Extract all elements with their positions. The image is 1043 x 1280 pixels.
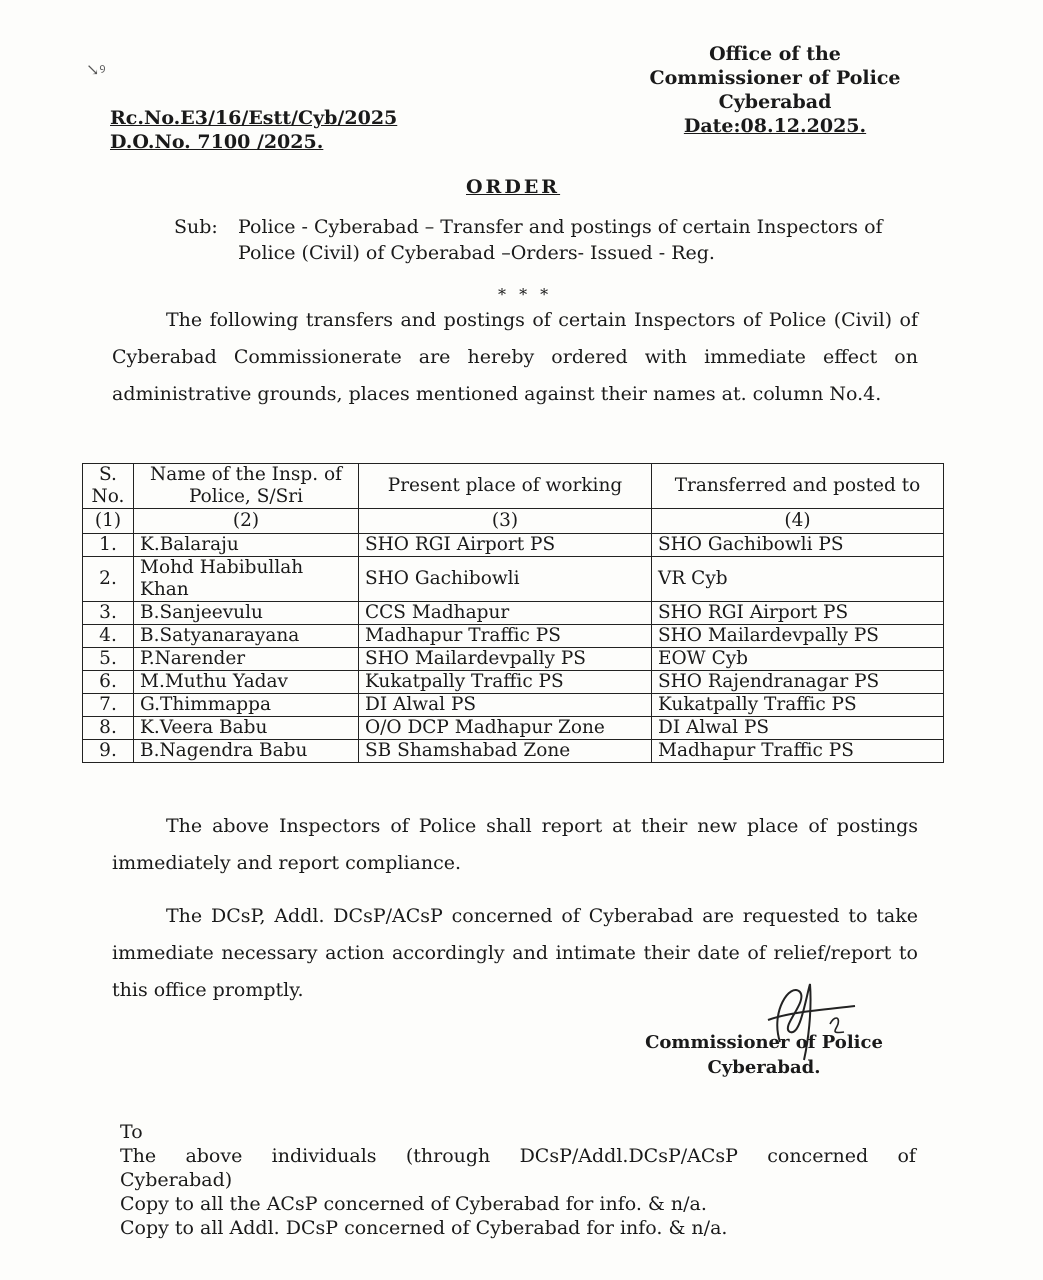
distribution-line-1 — [120, 1144, 916, 1168]
cell-transferred: SHO Mailardevpally PS — [652, 625, 944, 648]
cell-name: K.Balaraju — [134, 534, 359, 557]
cell-sno: 6. — [83, 671, 134, 694]
cell-name: M.Muthu Yadav — [134, 671, 359, 694]
cell-present: SHO Gachibowli — [359, 557, 652, 602]
transfer-table — [82, 463, 944, 763]
cell-present: Madhapur Traffic PS — [359, 625, 652, 648]
table-row — [83, 717, 944, 740]
cell-present: CCS Madhapur — [359, 602, 652, 625]
table-row — [83, 602, 944, 625]
cell-sno: 5. — [83, 648, 134, 671]
cell-transferred: SHO Gachibowli PS — [652, 534, 944, 557]
signature-block — [626, 1030, 902, 1080]
column-number-row — [83, 509, 944, 534]
cell-name: B.Sanjeevulu — [134, 602, 359, 625]
distribution-word: (through — [405, 1145, 491, 1167]
table-row — [83, 694, 944, 717]
subject-label: Sub: — [174, 216, 218, 238]
header-name: Name of the Insp. of Police, S/Sri — [134, 464, 359, 509]
office-line-1: Office of the — [709, 43, 841, 65]
cell-sno: 1. — [83, 534, 134, 557]
cell-transferred: Kukatpally Traffic PS — [652, 694, 944, 717]
copy-to-addl-dcsp: Copy to all Addl. DCsP concerned of Cyberabad for info. & n/a. — [120, 1217, 728, 1239]
reference-numbers — [110, 106, 397, 154]
cell-sno: 2. — [83, 557, 134, 602]
cell-sno: 4. — [83, 625, 134, 648]
cell-transferred: DI Alwal PS — [652, 717, 944, 740]
distribution-word: individuals — [271, 1145, 377, 1167]
order-date: Date:08.12.2025. — [683, 115, 867, 137]
cell-transferred: SHO Rajendranagar PS — [652, 671, 944, 694]
distribution-line-2: Cyberabad) — [120, 1169, 233, 1191]
cell-transferred: SHO RGI Airport PS — [652, 602, 944, 625]
do-number: D.O.No. 7100 /2025. — [110, 131, 324, 153]
cell-present: DI Alwal PS — [359, 694, 652, 717]
cell-present: SB Shamshabad Zone — [359, 740, 652, 763]
separator-stars: * * * — [498, 285, 553, 304]
cell-name: Mohd Habibullah Khan — [134, 557, 359, 602]
col-number: (3) — [359, 509, 652, 534]
cell-sno: 7. — [83, 694, 134, 717]
office-header — [640, 42, 910, 138]
cell-sno: 9. — [83, 740, 134, 763]
table-row — [83, 534, 944, 557]
cell-name: K.Veera Babu — [134, 717, 359, 740]
cell-present: SHO RGI Airport PS — [359, 534, 652, 557]
header-transferred: Transferred and posted to — [652, 464, 944, 509]
order-title: ORDER — [466, 176, 561, 198]
cell-present: SHO Mailardevpally PS — [359, 648, 652, 671]
table-header-row — [83, 464, 944, 509]
paragraph-intro: The following transfers and postings of certain Inspectors of Police (Civil) of Cyberabad Commissionerate are hereby ordered with immediate effect on administrative grounds, places mentioned against their names at. column No.4. — [112, 309, 918, 405]
signatory-place: Cyberabad. — [707, 1057, 821, 1078]
cell-transferred: Madhapur Traffic PS — [652, 740, 944, 763]
table-row — [83, 625, 944, 648]
copy-to-acsp: Copy to all the ACsP concerned of Cyberabad for info. & n/a. — [120, 1193, 707, 1215]
table-row — [83, 557, 944, 602]
paragraph-report: The above Inspectors of Police shall report at their new place of postings immediately and report compliance. — [112, 815, 918, 874]
cell-sno: 8. — [83, 717, 134, 740]
distribution-word: of — [897, 1145, 916, 1167]
office-line-3: Cyberabad — [718, 91, 832, 113]
subject — [174, 214, 922, 266]
office-line-2: Commissioner of Police — [649, 67, 901, 89]
distribution-word: above — [185, 1145, 243, 1167]
cell-sno: 3. — [83, 602, 134, 625]
cell-name: P.Narender — [134, 648, 359, 671]
cell-transferred: EOW Cyb — [652, 648, 944, 671]
to-label: To — [120, 1121, 143, 1143]
table-row — [83, 648, 944, 671]
cell-present: Kukatpally Traffic PS — [359, 671, 652, 694]
cell-present: O/O DCP Madhapur Zone — [359, 717, 652, 740]
col-number: (4) — [652, 509, 944, 534]
distribution-word: concerned — [767, 1145, 869, 1167]
header-sno: S. No. — [83, 464, 134, 509]
distribution-word: DCsP/Addl.DCsP/ACsP — [519, 1145, 738, 1167]
handwritten-mark: ↘ꝰ — [86, 60, 106, 79]
distribution-word: The — [120, 1145, 157, 1167]
cell-name: B.Satyanarayana — [134, 625, 359, 648]
cell-name: B.Nagendra Babu — [134, 740, 359, 763]
cell-name: G.Thimmappa — [134, 694, 359, 717]
cell-transferred: VR Cyb — [652, 557, 944, 602]
distribution-list — [120, 1120, 916, 1240]
table-row — [83, 740, 944, 763]
signatory-title: Commissioner of Police — [645, 1032, 883, 1053]
subject-text: Police - Cyberabad – Transfer and postings of certain Inspectors of Police (Civil) of Cyberabad –Orders- Issued - Reg. — [238, 216, 883, 264]
col-number: (1) — [83, 509, 134, 534]
header-present: Present place of working — [359, 464, 652, 509]
rc-number: Rc.No.E3/16/Estt/Cyb/2025 — [110, 107, 398, 129]
table-row — [83, 671, 944, 694]
col-number: (2) — [134, 509, 359, 534]
paragraph-action: The DCsP, Addl. DCsP/ACsP concerned of Cyberabad are requested to take immediate necessary action accordingly and intimate their date of relief/report to this office promptly. — [112, 905, 918, 1001]
